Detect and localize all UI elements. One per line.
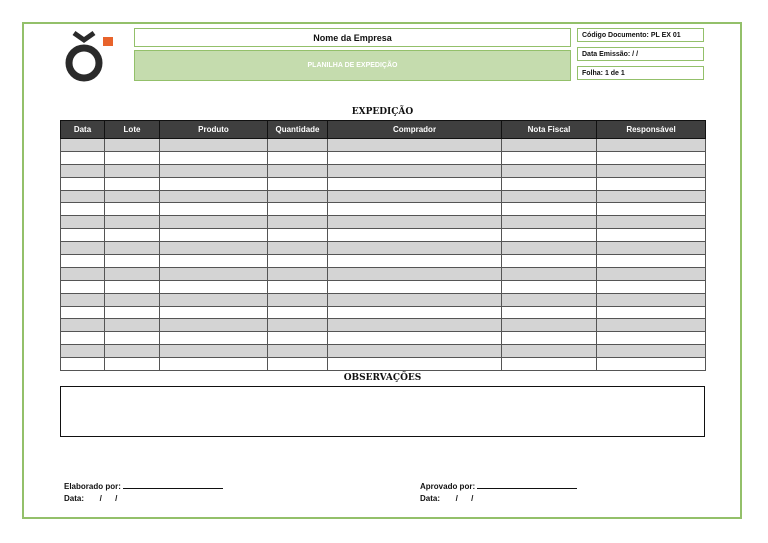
table-cell[interactable]: [105, 358, 160, 371]
table-cell[interactable]: [597, 203, 706, 216]
table-row: [61, 332, 706, 345]
table-cell[interactable]: [502, 267, 597, 280]
prepared-date: Data: / /: [64, 494, 118, 503]
shipping-table: [60, 120, 706, 371]
table-cell[interactable]: [160, 164, 268, 177]
table-cell[interactable]: [328, 345, 502, 358]
table-cell[interactable]: [502, 190, 597, 203]
approved-date: Data: / /: [420, 494, 474, 503]
table-row: [61, 164, 706, 177]
table-cell[interactable]: [597, 319, 706, 332]
table-cell[interactable]: [328, 190, 502, 203]
table-cell[interactable]: [160, 203, 268, 216]
table-row: [61, 177, 706, 190]
table-cell[interactable]: [160, 229, 268, 242]
column-header: Quantidade: [268, 121, 328, 139]
table-row: [61, 319, 706, 332]
table-cell[interactable]: [268, 293, 328, 306]
observations-box[interactable]: [60, 386, 705, 437]
table-row: [61, 293, 706, 306]
prepared-by-line[interactable]: [123, 480, 223, 489]
table-cell[interactable]: [105, 216, 160, 229]
column-header: Data: [61, 121, 105, 139]
table-row: [61, 203, 706, 216]
table-cell[interactable]: [61, 229, 105, 242]
table-cell[interactable]: [61, 164, 105, 177]
table-cell[interactable]: [268, 280, 328, 293]
table-cell[interactable]: [268, 151, 328, 164]
table-cell[interactable]: [160, 332, 268, 345]
table-cell[interactable]: [61, 203, 105, 216]
table-cell[interactable]: [268, 332, 328, 345]
table-cell[interactable]: [268, 319, 328, 332]
table-cell[interactable]: [160, 139, 268, 152]
table-cell[interactable]: [268, 229, 328, 242]
table-cell[interactable]: [105, 139, 160, 152]
table-cell[interactable]: [597, 306, 706, 319]
table-cell[interactable]: [597, 280, 706, 293]
table-cell[interactable]: [160, 345, 268, 358]
table-row: [61, 306, 706, 319]
column-header: Lote: [105, 121, 160, 139]
table-cell[interactable]: [160, 319, 268, 332]
table-cell[interactable]: [502, 229, 597, 242]
table-cell[interactable]: [160, 255, 268, 268]
table-cell[interactable]: [268, 267, 328, 280]
table-cell[interactable]: [160, 190, 268, 203]
table-cell[interactable]: [328, 177, 502, 190]
table-cell[interactable]: [105, 255, 160, 268]
table-cell[interactable]: [328, 280, 502, 293]
table-cell[interactable]: [597, 267, 706, 280]
section-title: EXPEDIÇÃO: [351, 107, 414, 117]
table-cell[interactable]: [105, 229, 160, 242]
table-cell[interactable]: [105, 293, 160, 306]
table-row: [61, 267, 706, 280]
table-cell[interactable]: [502, 332, 597, 345]
column-header: Responsável: [597, 121, 706, 139]
table-row: [61, 216, 706, 229]
table-cell[interactable]: [105, 151, 160, 164]
table-cell[interactable]: [502, 293, 597, 306]
table-row: [61, 280, 706, 293]
table-cell[interactable]: [268, 306, 328, 319]
approved-by-line[interactable]: [477, 480, 577, 489]
company-name: Nome da Empresa: [134, 28, 571, 47]
table-cell[interactable]: [160, 242, 268, 255]
table-body: [61, 139, 706, 371]
table-cell[interactable]: [328, 203, 502, 216]
table-cell[interactable]: [268, 242, 328, 255]
table-cell[interactable]: [328, 139, 502, 152]
table-cell[interactable]: [61, 319, 105, 332]
table-cell[interactable]: [328, 319, 502, 332]
table-cell[interactable]: [502, 164, 597, 177]
table-cell[interactable]: [597, 190, 706, 203]
table-cell[interactable]: [61, 255, 105, 268]
page-number: Folha: 1 de 1: [577, 66, 704, 80]
table-cell[interactable]: [105, 177, 160, 190]
table-cell[interactable]: [105, 332, 160, 345]
table-cell[interactable]: [268, 139, 328, 152]
table-cell[interactable]: [597, 151, 706, 164]
table-cell[interactable]: [160, 216, 268, 229]
table-header-row: [61, 121, 706, 139]
table-cell[interactable]: [597, 216, 706, 229]
table-cell[interactable]: [61, 216, 105, 229]
table-cell[interactable]: [328, 293, 502, 306]
table-cell[interactable]: [105, 319, 160, 332]
table-row: [61, 345, 706, 358]
table-cell[interactable]: [160, 293, 268, 306]
table-cell[interactable]: [328, 229, 502, 242]
table-cell[interactable]: [597, 164, 706, 177]
table-cell[interactable]: [160, 306, 268, 319]
table-cell[interactable]: [502, 345, 597, 358]
table-cell[interactable]: [268, 164, 328, 177]
table-cell[interactable]: [105, 190, 160, 203]
sheet-title: PLANILHA DE EXPEDIÇÃO: [134, 50, 571, 81]
table-cell[interactable]: [597, 139, 706, 152]
table-cell[interactable]: [61, 267, 105, 280]
table-cell[interactable]: [328, 216, 502, 229]
column-header: Produto: [160, 121, 268, 139]
table-row: [61, 255, 706, 268]
table-cell[interactable]: [105, 280, 160, 293]
table-cell[interactable]: [328, 358, 502, 371]
table-cell[interactable]: [61, 345, 105, 358]
table-cell[interactable]: [160, 280, 268, 293]
table-cell[interactable]: [328, 306, 502, 319]
table-cell[interactable]: [61, 358, 105, 371]
table-cell[interactable]: [328, 332, 502, 345]
table-cell[interactable]: [597, 293, 706, 306]
table-cell[interactable]: [502, 280, 597, 293]
table-row: [61, 151, 706, 164]
table-cell[interactable]: [160, 267, 268, 280]
table-cell[interactable]: [502, 139, 597, 152]
table-cell[interactable]: [502, 203, 597, 216]
table-cell[interactable]: [61, 293, 105, 306]
table-cell[interactable]: [597, 345, 706, 358]
table-cell[interactable]: [268, 216, 328, 229]
prepared-by-label: Elaborado por:: [64, 482, 121, 491]
table-cell[interactable]: [268, 345, 328, 358]
table-cell[interactable]: [160, 358, 268, 371]
table-cell[interactable]: [105, 345, 160, 358]
table-cell[interactable]: [502, 358, 597, 371]
table-row: [61, 229, 706, 242]
table-cell[interactable]: [597, 332, 706, 345]
table-cell[interactable]: [61, 280, 105, 293]
table-cell[interactable]: [61, 151, 105, 164]
table-cell[interactable]: [597, 358, 706, 371]
table-cell[interactable]: [328, 151, 502, 164]
document-code: Código Documento: PL EX 01: [577, 28, 704, 42]
table-cell[interactable]: [268, 177, 328, 190]
table-cell[interactable]: [597, 242, 706, 255]
table-cell[interactable]: [105, 267, 160, 280]
table-cell[interactable]: [61, 332, 105, 345]
table-cell[interactable]: [61, 242, 105, 255]
table-row: [61, 358, 706, 371]
table-cell[interactable]: [502, 255, 597, 268]
table-cell[interactable]: [597, 229, 706, 242]
table-cell[interactable]: [268, 203, 328, 216]
table-row: [61, 139, 706, 152]
table-cell[interactable]: [502, 306, 597, 319]
table-cell[interactable]: [597, 255, 706, 268]
table-cell[interactable]: [328, 242, 502, 255]
table-cell[interactable]: [502, 151, 597, 164]
table-cell[interactable]: [268, 358, 328, 371]
table-cell[interactable]: [61, 177, 105, 190]
table-cell[interactable]: [268, 190, 328, 203]
table-cell[interactable]: [105, 306, 160, 319]
table-cell[interactable]: [160, 151, 268, 164]
table-cell[interactable]: [502, 216, 597, 229]
table-cell[interactable]: [502, 177, 597, 190]
table-row: [61, 242, 706, 255]
table-cell[interactable]: [328, 255, 502, 268]
company-logo-icon: [62, 26, 120, 86]
table-cell[interactable]: [105, 164, 160, 177]
table-row: [61, 190, 706, 203]
table-cell[interactable]: [502, 242, 597, 255]
table-cell[interactable]: [597, 177, 706, 190]
table-cell[interactable]: [160, 177, 268, 190]
table-cell[interactable]: [61, 139, 105, 152]
issue-date: Data Emissão: / /: [577, 47, 704, 61]
table-cell[interactable]: [328, 267, 502, 280]
table-cell[interactable]: [328, 164, 502, 177]
table-cell[interactable]: [61, 190, 105, 203]
table-cell[interactable]: [61, 306, 105, 319]
table-cell[interactable]: [105, 242, 160, 255]
table-cell[interactable]: [268, 255, 328, 268]
column-header: Comprador: [328, 121, 502, 139]
observations-title: OBSERVAÇÕES: [343, 373, 422, 383]
table-cell[interactable]: [502, 319, 597, 332]
approved-by: [420, 480, 577, 505]
approved-by-label: Aprovado por:: [420, 482, 476, 491]
prepared-by: [64, 480, 223, 505]
table-cell[interactable]: [105, 203, 160, 216]
column-header: Nota Fiscal: [502, 121, 597, 139]
